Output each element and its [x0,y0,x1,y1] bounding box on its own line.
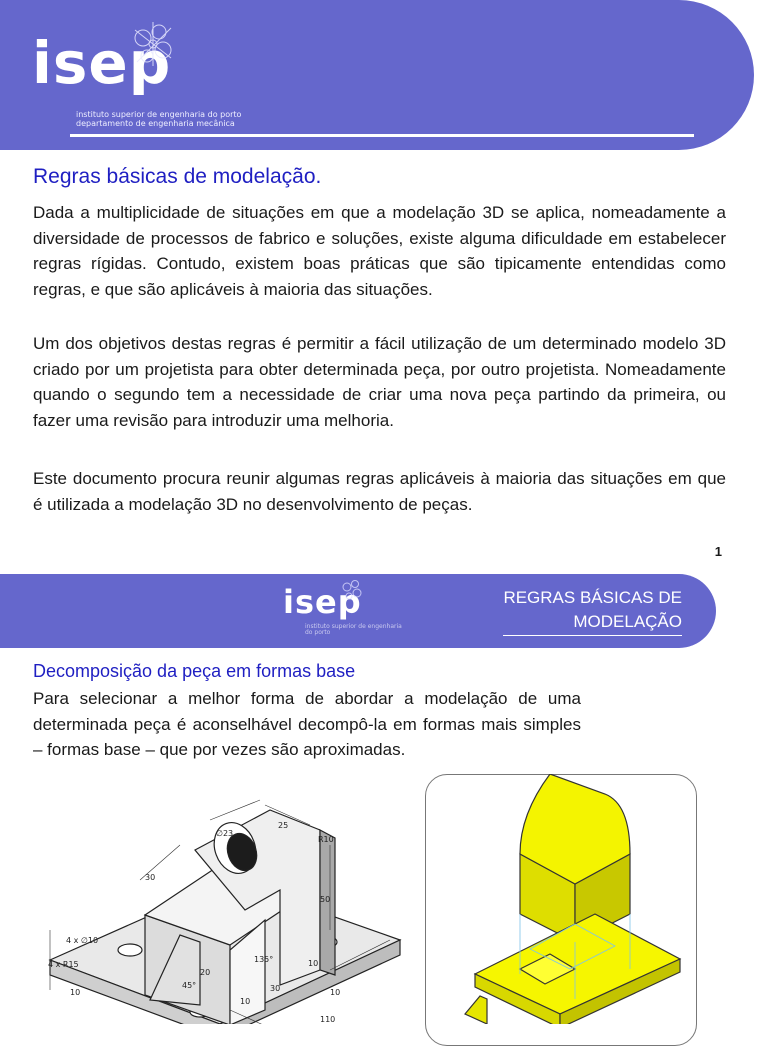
dim-10-c: 10 [330,988,341,997]
header-rule [70,134,694,137]
dim-r10: R10 [318,835,334,844]
dim-110: 110 [320,1015,336,1024]
page2-banner-title [503,586,682,636]
isometric-technical-drawing [30,770,410,1024]
banner-title-line1: REGRAS BÁSICAS DE [503,588,682,607]
dim-holes: 4 x ∅10 [66,936,99,945]
dim-30-top: 30 [145,873,156,882]
section-heading: Decomposição da peça em formas base [33,661,356,681]
page-number: 1 [714,544,722,559]
dim-10-a: 10 [308,959,319,968]
dim-45: 45° [182,981,197,990]
isep-logo-small: isep [283,583,362,621]
paragraph-3: Este documento procura reunir algumas regras aplicáveis à maioria das situações em que é utilizada a modelação 3D no desenvolvimento de peças. [33,469,726,514]
logo-subtitle-line1: instituto superior de engenharia do porto [76,110,242,119]
exploded-base-forms-drawing [425,774,697,1024]
logo-subtitle [76,110,266,128]
dim-25: 25 [278,821,289,830]
snowflake-logo-icon [125,18,181,70]
paragraph-4: Para selecionar a melhor forma de abordar a modelação de uma determinada peça é aconselhável decompô-la em formas mais simples – formas base – que por vezes são aproximadas. [33,689,581,759]
paragraph-2: Um dos objetivos destas regras é permitir a fácil utilização de um determinado modelo 3D criado por um projetista para obter determinada peça, por outro projetista. Nomeadamente quando o segundo tem a necessidade de criar uma nova peça partindo da primeira, ou fazer uma revisão para introduzir uma melhoria. [33,334,726,430]
isep-logo: isep [32,29,172,97]
banner-title-line2: MODELAÇÃO [503,610,682,636]
dim-135: 135° [254,955,274,964]
logo-subtitle-small: instituto superior de engenharia do porto [305,623,402,636]
dim-diameter: ∅23 [216,829,234,838]
dim-10-d: 10 [70,988,81,997]
dim-radius: 4 x R15 [48,960,79,969]
dim-30-bottom: 30 [270,984,281,993]
dim-10-b: 10 [240,997,251,1006]
dim-50: 50 [320,895,331,904]
snowflake-logo-small-icon [338,576,366,604]
page-title: Regras básicas de modelação. [33,165,322,188]
paragraph-1: Dada a multiplicidade de situações em que a modelação 3D se aplica, nomeadamente a diversidade de processos de fabrico e soluções, existe alguma dificuldade em estabelecer regras rígidas. Contudo, existem boas práticas que são tipicamente entendidas como regras, e que são aplicáveis à maioria das situações. [33,203,726,299]
logo-subtitle-line2: departamento de engenharia mecânica [76,119,235,128]
dim-20: 20 [200,968,211,977]
